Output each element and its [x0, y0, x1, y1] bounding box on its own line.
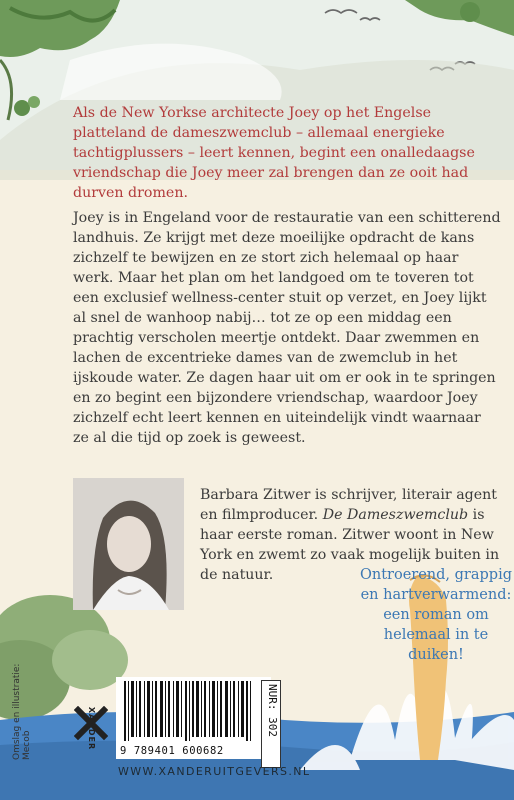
- book-title: De Dameszwemclub: [322, 507, 469, 523]
- publisher-url[interactable]: WWW.XANDERUITGEVERS.NL: [118, 765, 311, 778]
- review-quote: Ontroerend, grappig en hartverwarmend: een roman om helemaal in te duiken!: [360, 567, 512, 663]
- intro-blurb: Als de New Yorkse architecte Joey op het Engelse platteland de dameszwemclub – allemaal energieke tachtigplussers – leert kennen, begint een onalledaagse vriendschap die Joey meer zal brengen dan ze ooit had durven dromen.: [73, 105, 475, 201]
- publisher-logo-text: XANDER: [87, 706, 97, 751]
- author-bio-text-1: Barbara Zitwer is schrijver, literair agent en filmproducer.: [200, 487, 497, 523]
- isbn-digits: 9 789401 600682: [120, 745, 224, 757]
- nur-code: NUR: 302: [261, 680, 281, 768]
- author-photo: [73, 478, 184, 610]
- cover-credit: Omslag en illustratie: Mecob: [12, 663, 32, 760]
- barcode-bars: [116, 677, 271, 743]
- author-bio-text-2: is haar eerste roman. Zitwer woont in New York en zwemt zo vaak mogelijk buiten in de natuur.: [200, 507, 500, 583]
- synopsis-text: Joey is in Engeland voor de restauratie van een schitterend landhuis. Ze krijgt met deze moeilijke opdracht de kans zichzelf te bewijzen en ze stort zich helemaal op haar werk. Maar het plan om het landgoed om te toveren tot een exclusief wellness-center stuit op verzet, en Joey lijkt al snel de wanhoop nabij… tot ze op een middag een prachtig verscholen meertje ontdekt. Daar zwemmen en lachen de excentrieke dames van de zwemclub in het ijskoude water. Ze dagen haar uit om er ook in te springen en zo begint een bijzondere vriendschap, waardoor Joey zichzelf echt leert kennen en uiteindelijk vindt waarnaar ze al die tijd op zoek is geweest.: [73, 210, 501, 446]
